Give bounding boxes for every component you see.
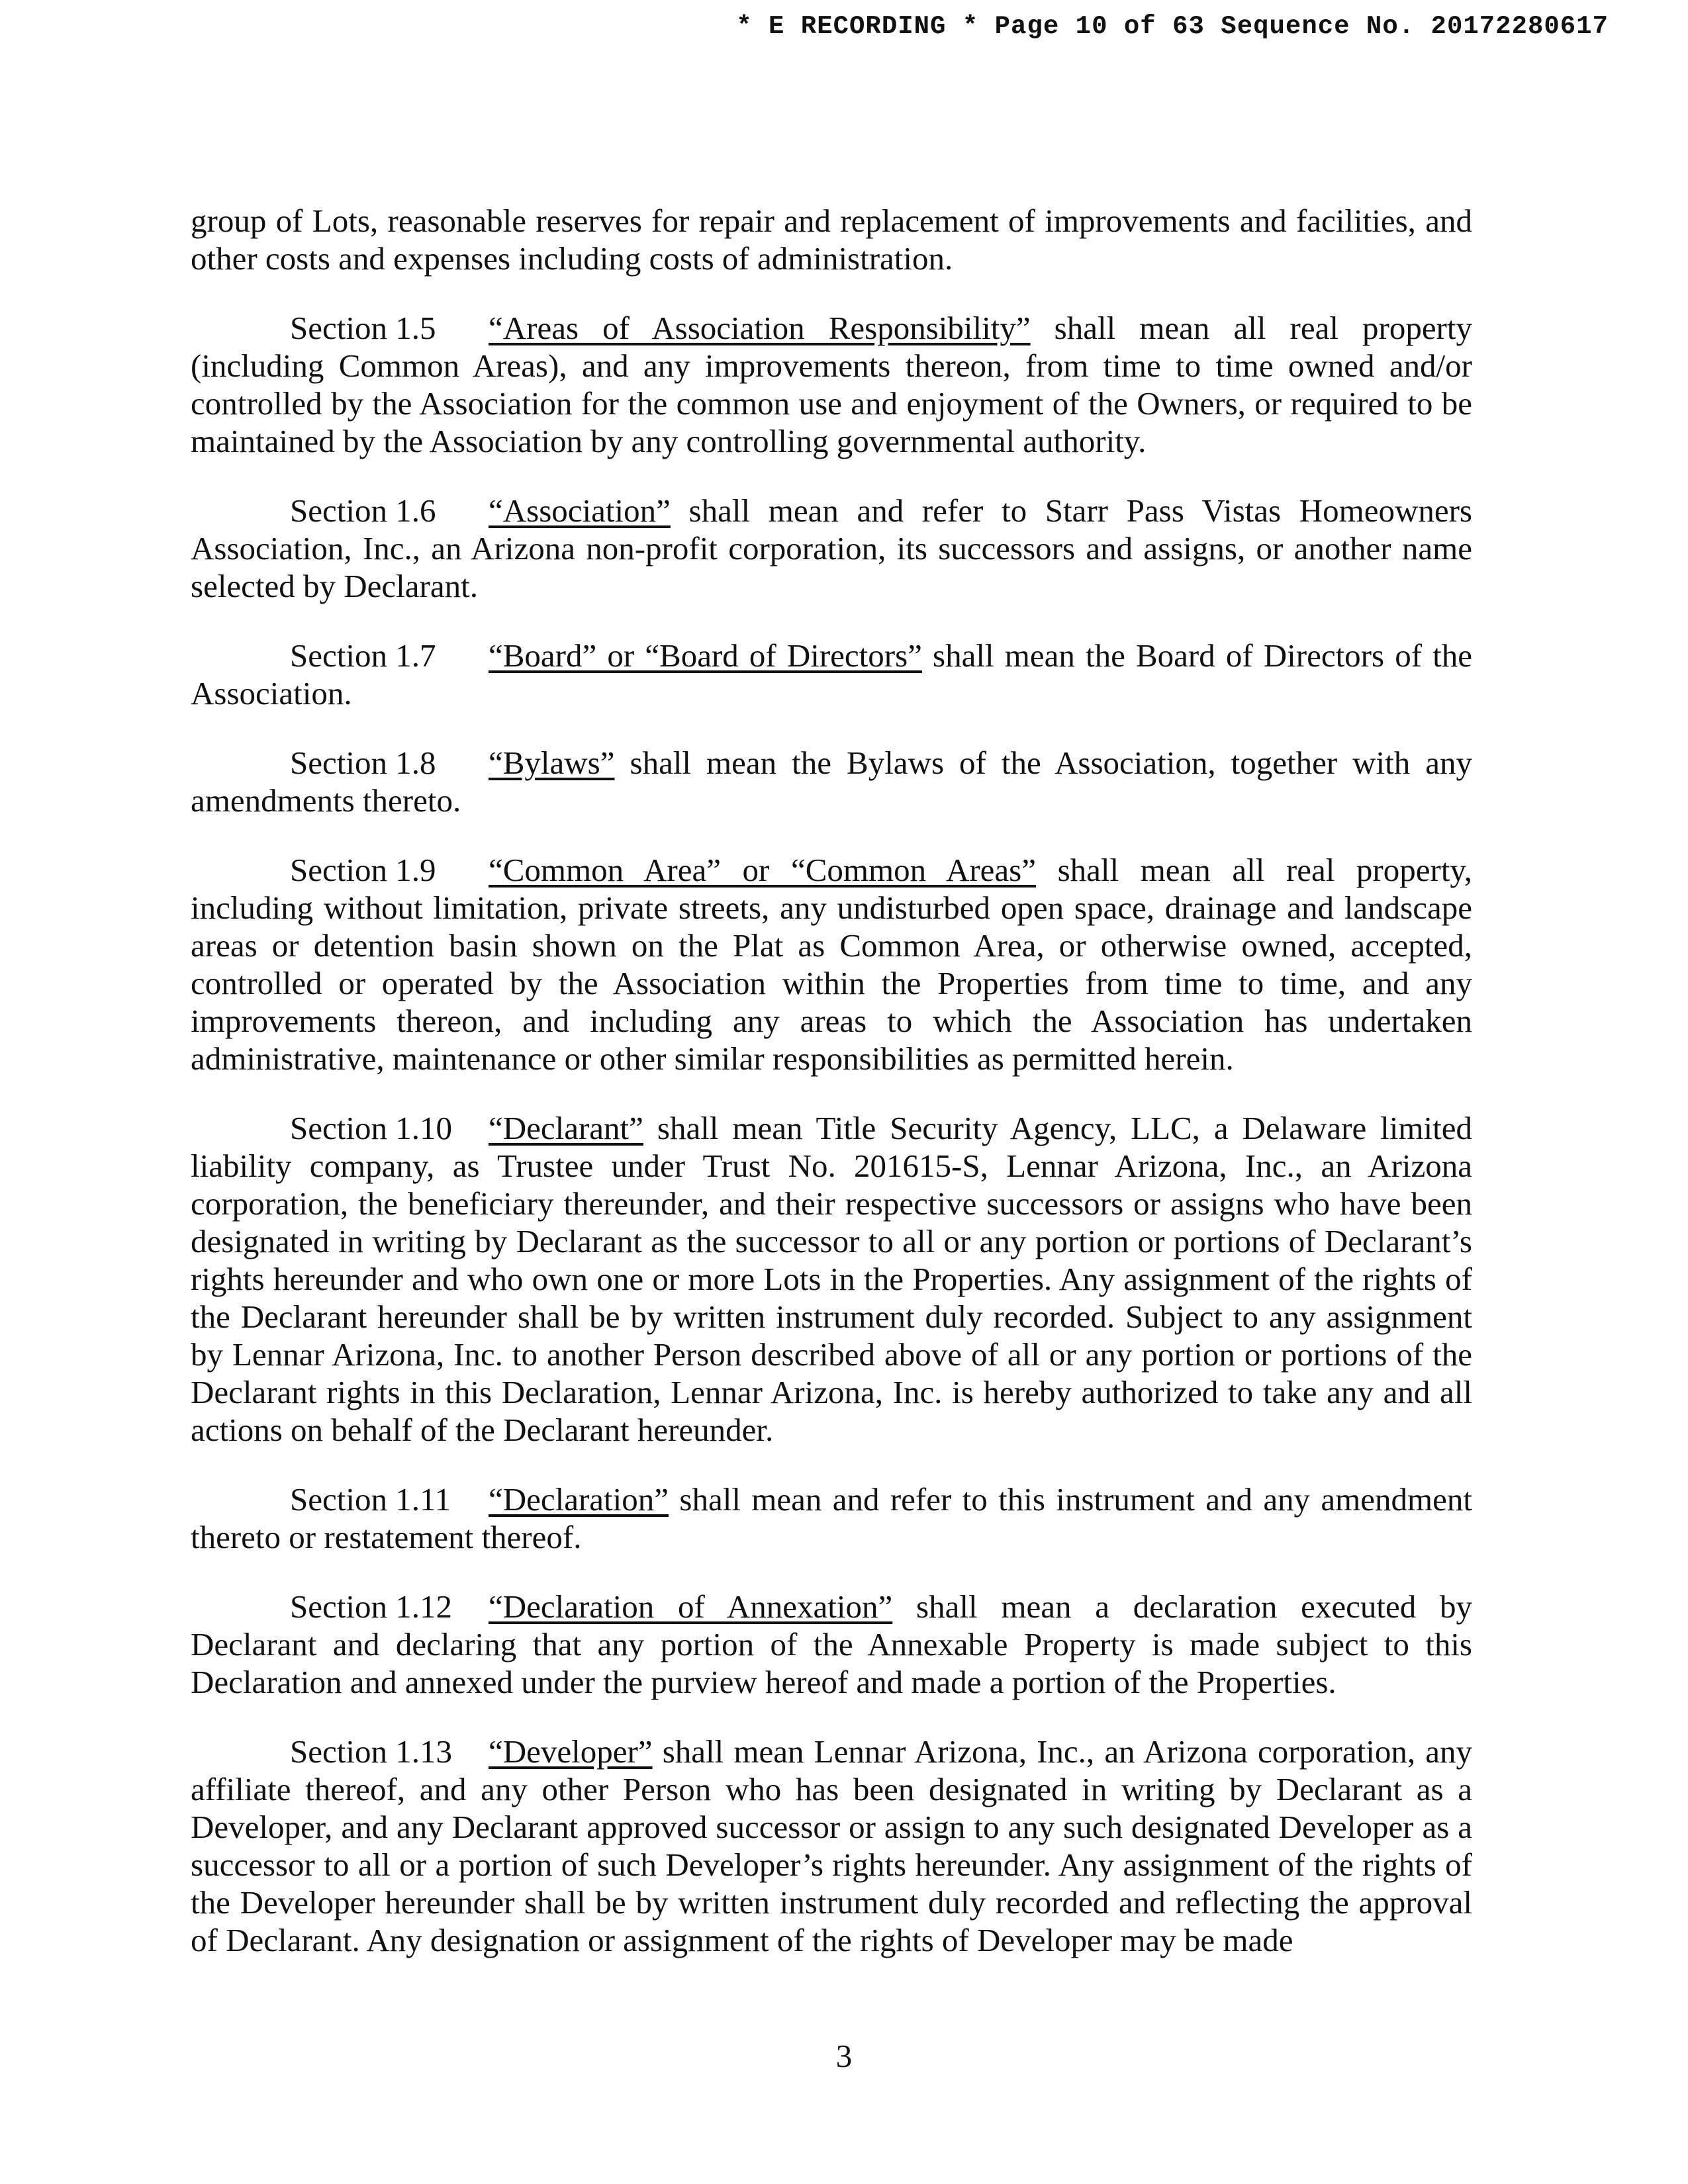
defined-term: “Bylaws”: [489, 745, 615, 781]
section-1-12: [191, 1588, 1472, 1701]
paragraph-text: group of Lots, reasonable reserves for repair and replacement of improvements and facilities, and other costs and expenses including costs of administration.: [191, 203, 1472, 277]
section-number: Section 1.11: [290, 1481, 451, 1518]
defined-term: “Declaration of Annexation”: [489, 1588, 893, 1625]
section-number: Section 1.12: [290, 1588, 452, 1625]
section-number: Section 1.13: [290, 1733, 452, 1770]
defined-term: “Board” or “Board of Directors”: [489, 637, 922, 674]
paragraph-continuation: [191, 202, 1472, 277]
defined-term: “Declarant”: [489, 1110, 643, 1146]
section-1-7: [191, 637, 1472, 712]
section-1-10: [191, 1109, 1472, 1449]
section-number: Section 1.9: [290, 852, 436, 888]
defined-term: “Common Area” or “Common Areas”: [489, 852, 1036, 888]
paragraph-text: shall mean all real property (including Common Areas), and any improvements thereon, from time to time owned and/or controlled by the Association for the common use and enjoyment of the Owners, or required to be maintained by the Association by any controlling governmental authority.: [191, 310, 1472, 459]
defined-term: “Areas of Association Responsibility”: [489, 310, 1031, 346]
paragraph-text: shall mean Title Security Agency, LLC, a Delaware limited liability company, as Trustee under Trust No. 201615-S, Lennar Arizona, Inc., an Arizona corporation, the beneficiary thereunder, and their respective successors or assigns who have been designated in writing by Declarant as the successor to all or any portion or portions of Declarant’s rights hereunder and who own one or more Lots in the Properties. Any assignment of the rights of the Declarant hereunder shall be by written instrument duly recorded. Subject to any assignment by Lennar Arizona, Inc. to another Person described above of all or any portion or portions of the Declarant rights in this Declaration, Lennar Arizona, Inc. is hereby authorized to take any and all actions on behalf of the Declarant hereunder.: [191, 1110, 1472, 1448]
paragraph-text: shall mean a declaration executed by Declarant and declaring that any portion of the Annexable Property is made subject to this Declaration and annexed under the purview hereof and made a portion of the Properties.: [191, 1588, 1472, 1700]
defined-term: “Developer”: [489, 1733, 653, 1770]
paragraph-text: shall mean and refer to this instrument and any amendment thereto or restatement thereof.: [191, 1481, 1472, 1555]
section-1-11: [191, 1480, 1472, 1556]
section-number: Section 1.10: [290, 1110, 452, 1146]
defined-term: “Association”: [489, 492, 671, 529]
section-number: Section 1.5: [290, 310, 436, 346]
paragraph-text: shall mean and refer to Starr Pass Vistas Homeowners Association, Inc., an Arizona non-profit corporation, its successors and assigns, or another name selected by Declarant.: [191, 492, 1472, 604]
section-1-8: [191, 744, 1472, 819]
recording-header: * E RECORDING * Page 10 of 63 Sequence No. 20172280617: [736, 12, 1609, 41]
paragraph-text: shall mean the Board of Directors of the Association.: [191, 637, 1472, 711]
section-1-5: [191, 309, 1472, 460]
document-body: [191, 202, 1472, 1991]
paragraph-text: shall mean the Bylaws of the Association, together with any amendments thereto.: [191, 745, 1472, 819]
paragraph-text: shall mean all real property, including without limitation, private streets, any undisturbed open space, drainage and landscape areas or detention basin shown on the Plat as Common Area, or otherwise owned, accepted, controlled or operated by the Association within the Properties from time to time, and any improvements thereon, and including any areas to which the Association has undertaken administrative, maintenance or other similar responsibilities as permitted herein.: [191, 852, 1472, 1077]
section-number: Section 1.8: [290, 745, 436, 781]
page-number: 3: [835, 2038, 853, 2074]
section-1-9: [191, 851, 1472, 1077]
defined-term: “Declaration”: [489, 1481, 669, 1518]
paragraph-text: shall mean Lennar Arizona, Inc., an Arizona corporation, any affiliate thereof, and any other Person who has been designated in writing by Declarant as a Developer, and any Declarant approved successor or assign to any such designated Developer as a successor to all or a portion of such Developer’s rights hereunder. Any assignment of the rights of the Developer hereunder shall be by written instrument duly recorded and reflecting the approval of Declarant. Any designation or assignment of the rights of Developer may be made: [191, 1733, 1472, 1958]
section-1-6: [191, 492, 1472, 605]
section-number: Section 1.7: [290, 637, 436, 674]
section-number: Section 1.6: [290, 492, 436, 529]
section-1-13: [191, 1733, 1472, 1959]
